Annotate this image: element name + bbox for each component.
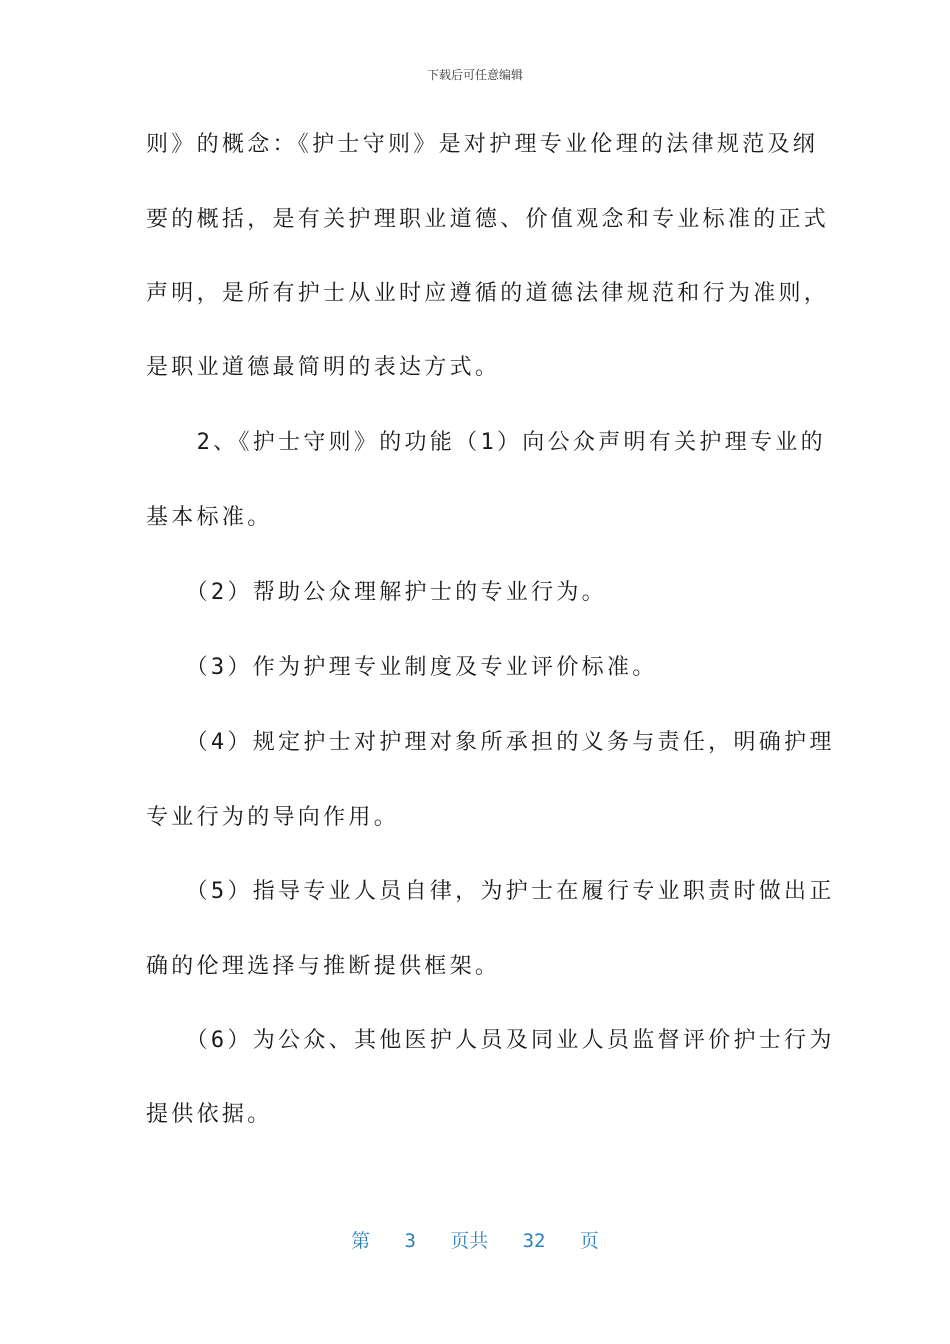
paragraph-line: 要的概括，是有关护理职业道德、价值观念和专业标准的正式 bbox=[146, 207, 830, 232]
page-header: 下载后可任意编辑 bbox=[426, 68, 523, 82]
footer-prefix: 第 bbox=[351, 1230, 371, 1252]
paragraph-line: （6）为公众、其他医护人员及同业人员监督评价护士行为 bbox=[146, 1028, 835, 1053]
paragraph-line: 确的伦理选择与推断提供框架。 bbox=[146, 954, 501, 979]
paragraph-line: 基本标准。 bbox=[146, 505, 273, 530]
paragraph-line: 是职业道德最简明的表达方式。 bbox=[146, 355, 501, 380]
current-page-number: 3 bbox=[404, 1230, 416, 1252]
paragraph-line: （5）指导专业人员自律，为护士在履行专业职责时做出正 bbox=[146, 879, 835, 904]
paragraph-line: （3）作为护理专业制度及专业评价标准。 bbox=[146, 655, 658, 680]
footer-middle: 页共 bbox=[450, 1230, 489, 1252]
page-footer bbox=[0, 1226, 950, 1253]
total-pages-number: 32 bbox=[522, 1230, 546, 1252]
footer-suffix: 页 bbox=[579, 1230, 599, 1252]
paragraph-line: 2、《护士守则》的功能（1）向公众声明有关护理专业的 bbox=[146, 430, 826, 455]
paragraph-line: （4）规定护士对护理对象所承担的义务与责任，明确护理 bbox=[146, 730, 835, 755]
paragraph-line: 则》的概念：《护士守则》是对护理专业伦理的法律规范及纲 bbox=[146, 132, 819, 157]
paragraph-line: （2）帮助公众理解护士的专业行为。 bbox=[146, 580, 607, 605]
paragraph-line: 专业行为的导向作用。 bbox=[146, 805, 400, 830]
paragraph-line: 声明，是所有护士从业时应遵循的道德法律规范和行为准则， bbox=[146, 281, 830, 306]
paragraph-line: 提供依据。 bbox=[146, 1102, 273, 1127]
